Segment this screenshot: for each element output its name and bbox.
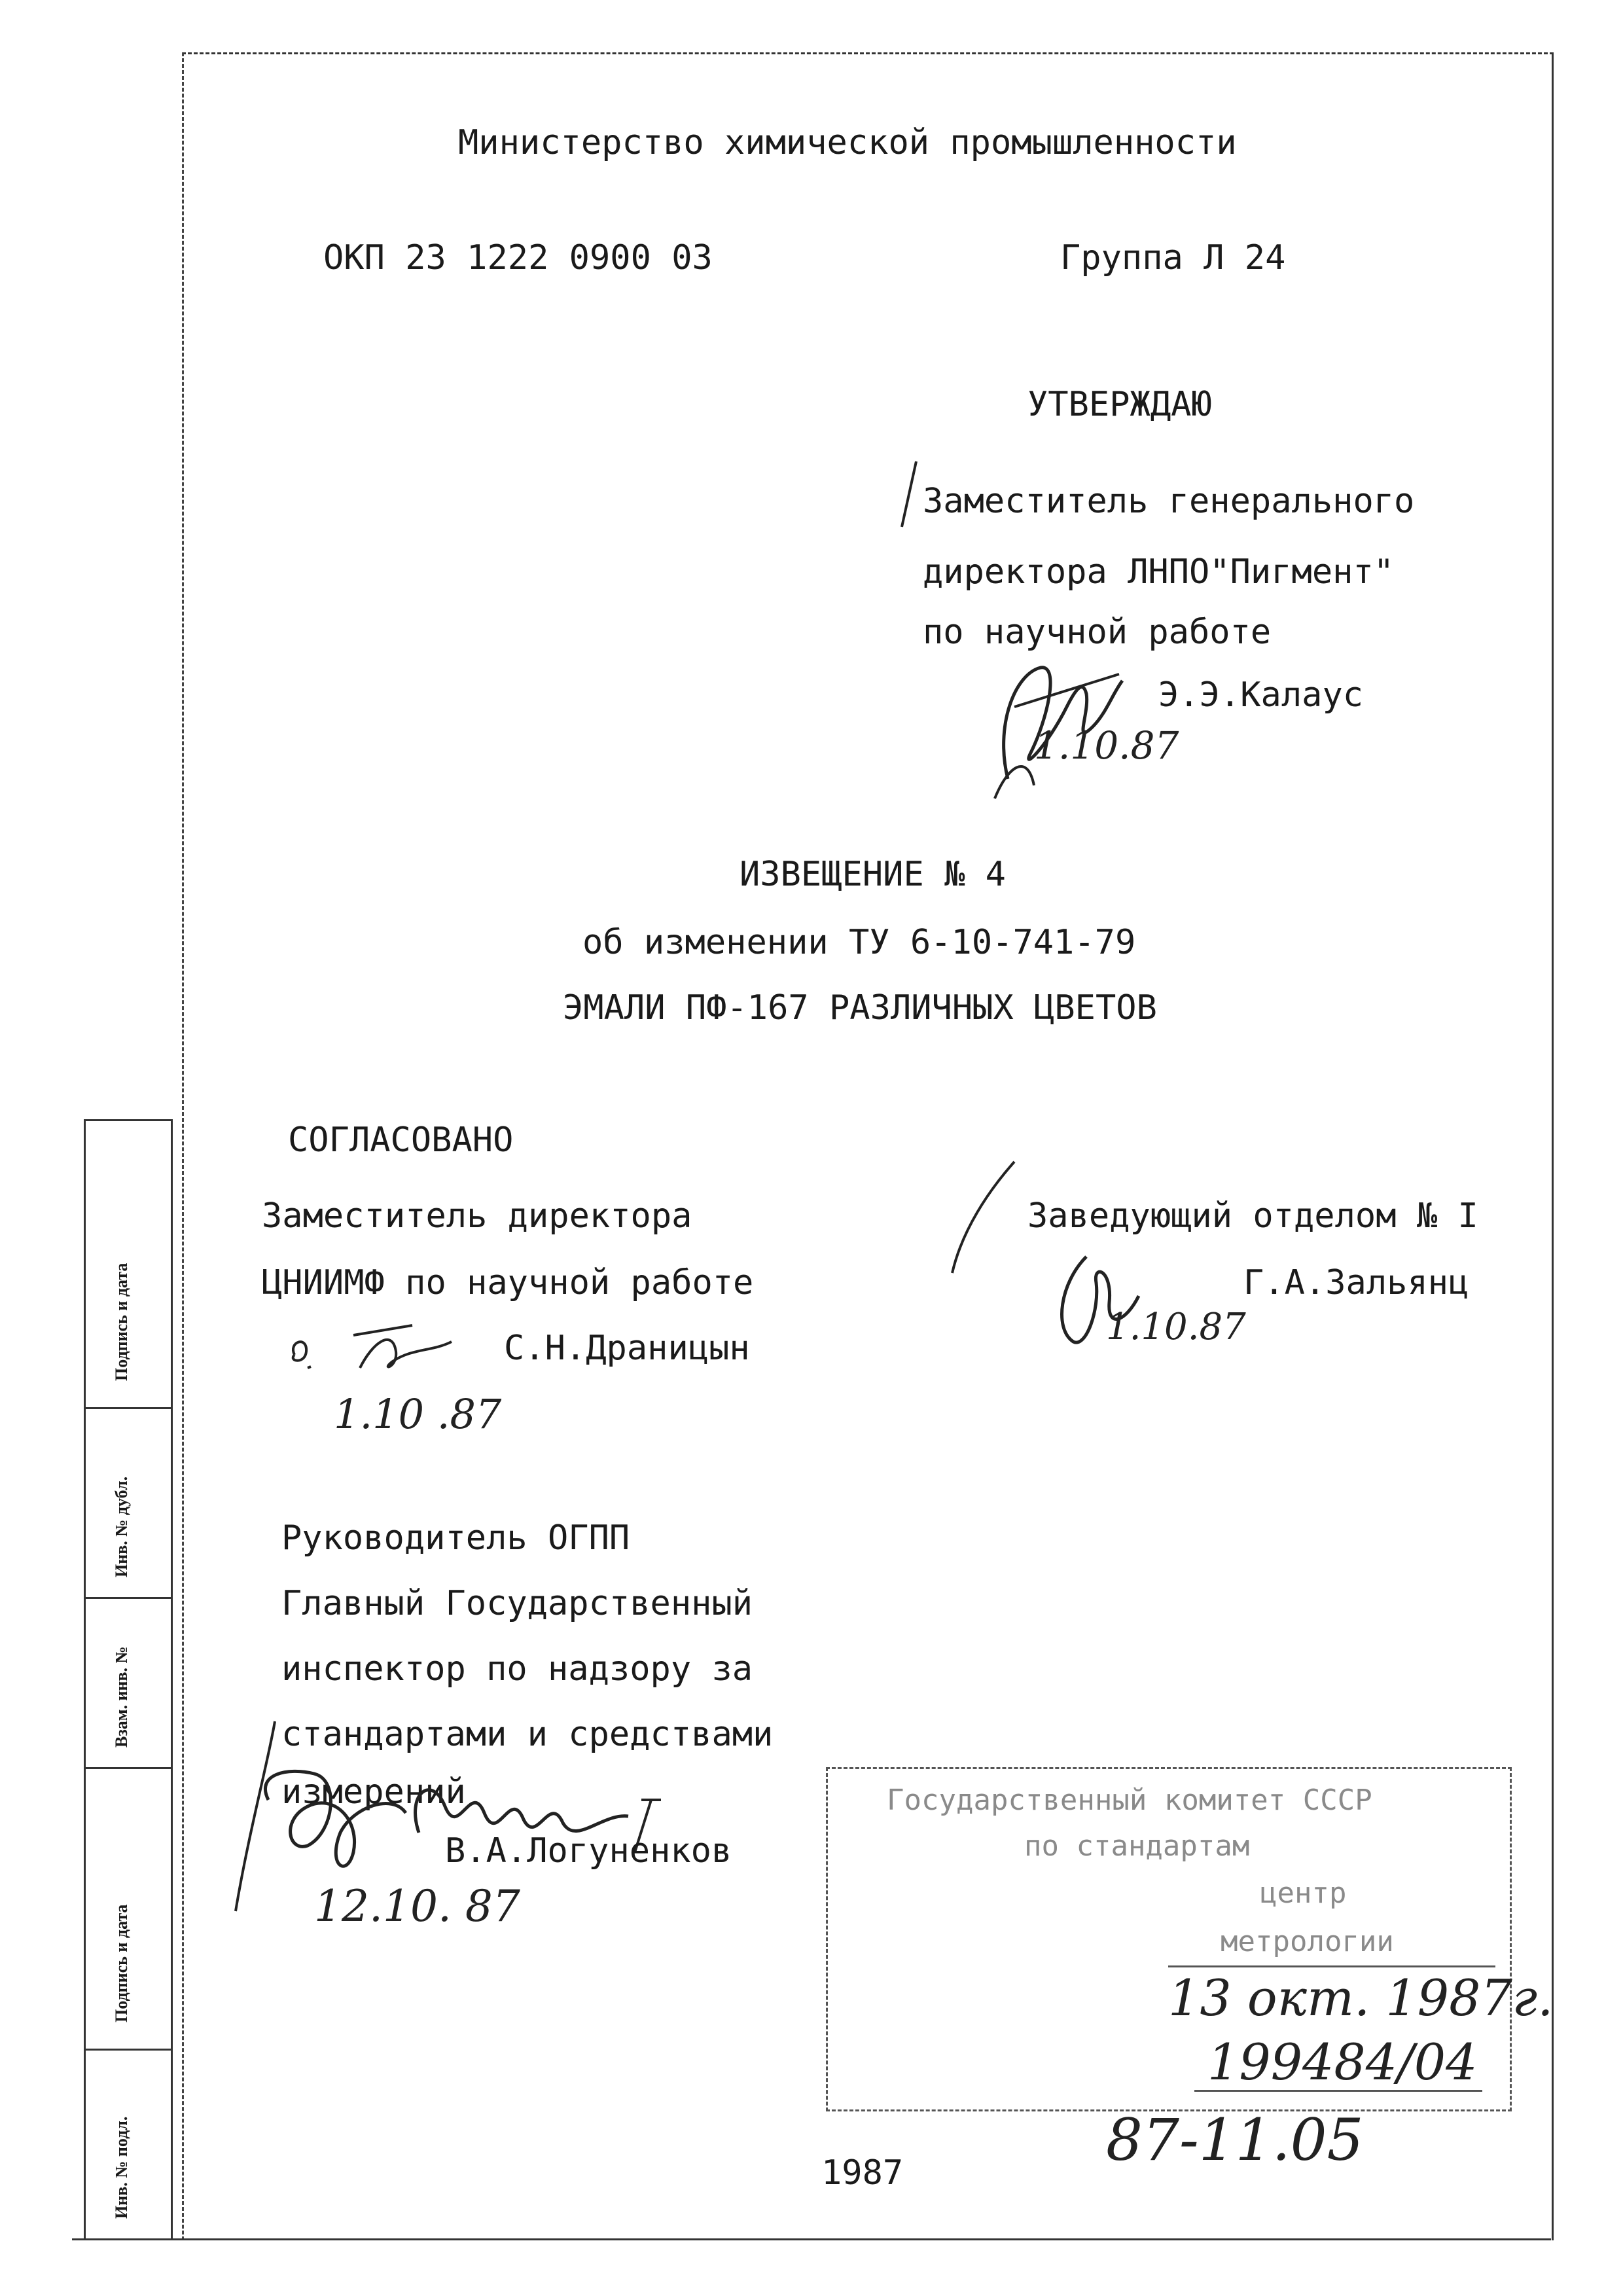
notice-product: ЭМАЛИ ПФ-167 РАЗЛИЧНЫХ ЦВЕТОВ	[563, 988, 1157, 1028]
agreed-right-name: Г.А.Зальянц	[1243, 1263, 1469, 1302]
document-year: 1987	[821, 2153, 904, 2193]
approve-position-line2: директора ЛНПО"Пигмент"	[923, 552, 1395, 592]
group-code: Группа Л 24	[1060, 238, 1286, 278]
inspector-date: 12.10. 87	[314, 1881, 520, 1931]
approve-slash-mark	[897, 458, 923, 530]
side-row-divider	[86, 1119, 171, 1121]
side-stamp-column	[84, 1119, 173, 2238]
ministry-title: Министерство химической промышленности	[458, 123, 1237, 162]
side-label-orig-inv: Инв. № подл.	[112, 2116, 131, 2219]
side-row-divider	[86, 2049, 171, 2051]
inspector-name: В.А.Логуненков	[445, 1831, 732, 1871]
agreed-left-line1: Заместитель директора	[262, 1196, 692, 1236]
side-row-divider	[86, 1767, 171, 1769]
approve-position-line1: Заместитель генерального	[923, 482, 1415, 521]
side-row-divider	[86, 1407, 171, 1409]
agreed-right-line1: Заведующий отделом № I	[1027, 1196, 1478, 1236]
stamp-number-underline	[1194, 2090, 1482, 2092]
side-label-replace-inv: Взам. инв. №	[112, 1646, 131, 1748]
inspector-line4: стандартами и средствами	[281, 1715, 774, 1754]
side-row-divider	[86, 1597, 171, 1599]
inspector-line3: инспектор по надзору за	[281, 1649, 753, 1689]
frame-bottom-line	[72, 2238, 1551, 2240]
registration-stamp	[826, 1767, 1554, 2111]
stamp-underline	[1168, 1965, 1495, 1967]
agreed-left-signature	[281, 1316, 471, 1388]
side-label-signature-date-1: Подпись и дата	[112, 1263, 131, 1381]
stamp-registration-date: 13 окт. 1987г.	[1168, 1969, 1554, 2027]
agreed-right-slash-mark	[942, 1158, 1021, 1276]
approve-title: УТВЕРЖДАЮ	[1027, 385, 1212, 424]
approve-name: Э.Э.Калаус	[1158, 675, 1364, 715]
notice-change-ref: об изменении ТУ 6-10-741-79	[582, 923, 1136, 962]
handwritten-date: 87-11.05	[1106, 2106, 1364, 2174]
stamp-registration-number: 199484/04	[1207, 2033, 1478, 2091]
approve-position-line3: по научной работе	[923, 613, 1272, 652]
side-label-signature-date-2: Подпись и дата	[112, 1904, 131, 2022]
inspector-line2: Главный Государственный	[281, 1584, 753, 1623]
okp-code: ОКП 23 1222 0900 03	[323, 238, 713, 278]
stamp-committee: Государственный комитет СССР	[887, 1784, 1372, 1817]
agreed-title: СОГЛАСОВАНО	[288, 1121, 514, 1160]
agreed-right-date: 1.10.87	[1106, 1306, 1246, 1348]
inspector-line1: Руководитель ОГПП	[281, 1518, 630, 1558]
agreed-left-date: 1.10 .87	[334, 1390, 502, 1438]
stamp-center: центр	[1260, 1876, 1347, 1910]
side-label-dup-inv: Инв. № дубл.	[112, 1476, 131, 1577]
inspector-line5: измерений	[281, 1772, 466, 1812]
agreed-left-line2: ЦНИИМФ по научной работе	[262, 1263, 754, 1302]
stamp-standards: по стандартам	[1024, 1829, 1250, 1863]
notice-title: ИЗВЕЩЕНИЕ № 4	[740, 855, 1006, 894]
stamp-metrology: метрологии	[1221, 1925, 1394, 1958]
approve-date: 1.10.87	[1034, 723, 1179, 768]
agreed-left-name: С.Н.Драницын	[504, 1329, 750, 1368]
